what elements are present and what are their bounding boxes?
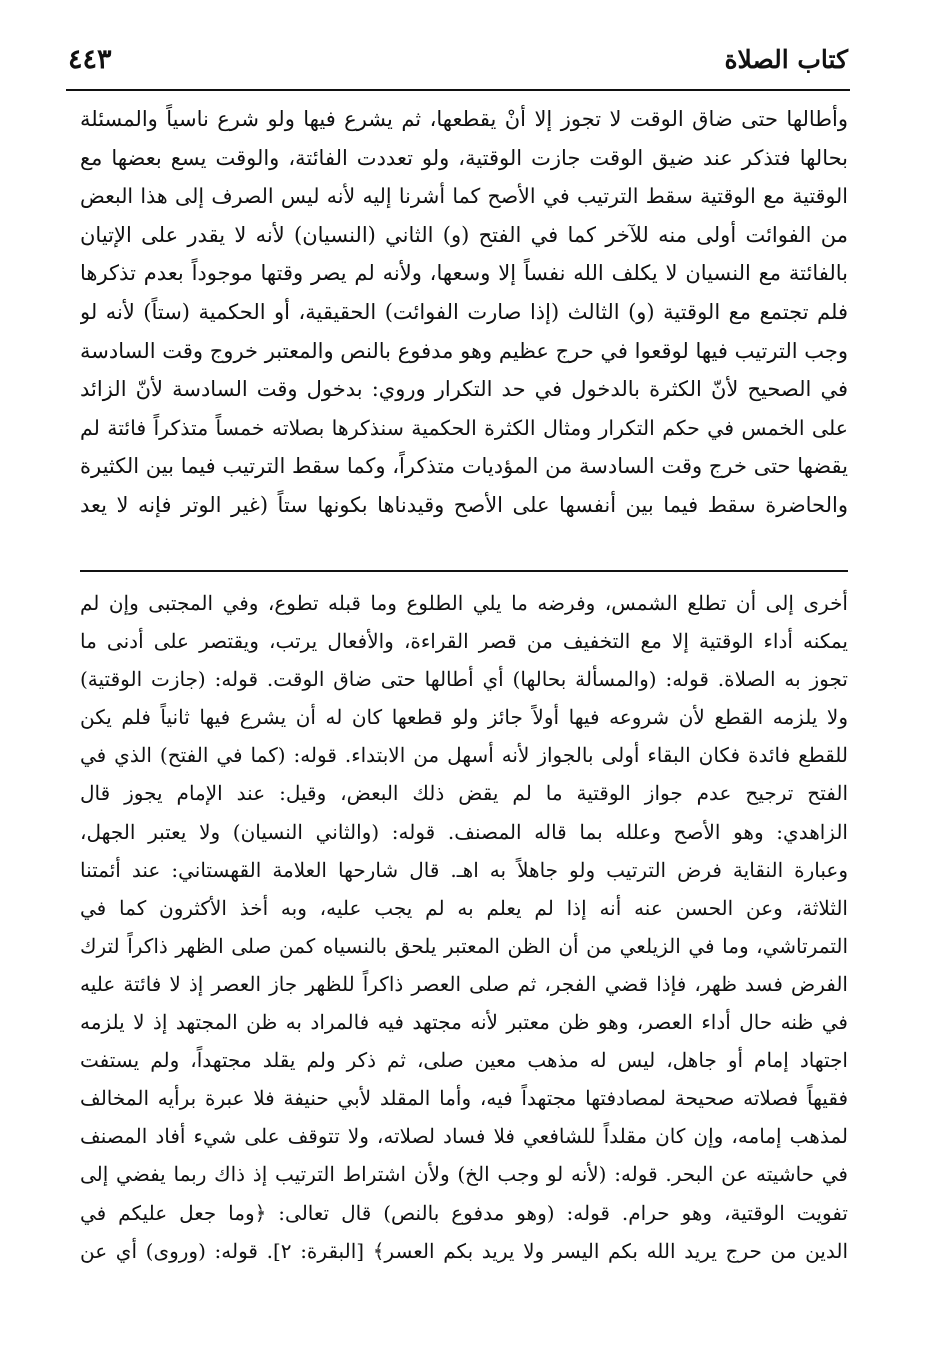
commentary-line: ولا يلزمه القطع لأن شروعه فيها أولاً جائز ولو قطعها كان له أن يشرع فيها ثانياً فلم يكن — [80, 705, 848, 730]
commentary-line: أخرى إلى أن تطلع الشمس، وفرضه ما يلي الطلوع وما قبله تطوع، وفي المجتبى وإن لم — [80, 591, 848, 615]
commentary-line: للقطع فائدة فكان البقاء أولى بالجواز لأنه أسهل من الابتداء. قوله: (كما في الفتح) الذي في — [80, 743, 848, 768]
commentary-line: وعبارة النقاية فرض الترتيب ولو جاهلاً به اهـ. قال شارحها العلامة القهستاني: عند أئمتنا — [80, 857, 848, 882]
commentary-line: تفويت الوقتية، وهو حرام. قوله: (وهو مدفوع بالنص) قال تعالى: ﴿وما جعل عليكم في — [80, 1200, 848, 1225]
main-text-line: بحالها فتذكر عند ضيق الوقت جازت الوقتية، ولو تعددت الفائتة، والوقت يسع بعضها مع — [80, 145, 848, 170]
header-rule — [66, 89, 850, 91]
commentary-line: الفتح ترجيح عدم جواز الوقتية ما لم يقض ذلك البعض، وقيل: عند الإمام يجوز قال — [80, 781, 848, 806]
main-text-line: فلم تجتمع مع الوقتية (و) الثالث (إذا صارت الفوائت) الحقيقية، أو الحكمية (ستاً) لأنه لو — [80, 299, 848, 324]
commentary-line: الدين من حرج يريد الله بكم اليسر ولا يريد بكم العسر﴾ [البقرة: ٢]. قوله: (وروى) أي عن — [80, 1238, 848, 1263]
chapter-title: كتاب الصلاة — [724, 45, 848, 74]
main-text-line: وأطالها حتى ضاق الوقت لا تجوز إلا أنْ يقطعها، ثم يشرع فيها ولو شرع ناسياً والمسئلة — [80, 107, 848, 131]
commentary-line: لمذهب إمامه، وإن كان مقلداً للشافعي فلا فساد لصلاته، ولا تتوقف على شيء أفاد المصنف — [80, 1124, 848, 1149]
commentary-line: في ظنه حال أداء العصر، وهو ظن معتبر لأنه مجتهد فيه فالمراد به ظن المجتهد إذ لا يلزمه — [80, 1010, 848, 1035]
main-text-line: على الخمس في حكم التكرار ومثال الكثرة الحكمية سنذكرها بصلاته خمساً متذكراً فائتة لم — [80, 415, 848, 440]
main-text-block — [80, 100, 848, 525]
main-text-line: والحاضرة سقط فيما بين أنفسها على الأصح وقيدناها بكونها ستاً (غير الوتر فإنه لا يعد — [80, 492, 848, 517]
commentary-line: فقيهاً فصلاته صحيحة لمصادفتها مجتهداً فيه، وأما المقلد لأبي حنيفة فلا عبرة برأيه المخالف — [80, 1086, 848, 1111]
main-text-line: يقضها حتى خرج وقت السادسة من المؤديات متذكراً، وكما سقط الترتيب فيما بين الكثيرة — [80, 454, 848, 479]
section-separator — [80, 570, 848, 572]
page-number: ٤٤٣ — [68, 44, 112, 75]
main-text-line: من الفوائت أولى منه للآخر كما في الفتح (و) الثاني (النسيان) لأنه لا يقدر على الإتيان — [80, 222, 848, 247]
commentary-line: تجوز به الصلاة. قوله: (والمسألة بحالها) أي أطالها حتى ضاق الوقت. قوله: (جازت الوقتية) — [80, 667, 848, 692]
commentary-line: اجتهاد إمام أو جاهل، ليس له مذهب معين صلى، ثم ذكر ولم يقلد مجتهداً، ولم يستفت — [80, 1048, 848, 1073]
main-text-line: الوقتية مع الوقتية سقط الترتيب في الأصح كما أشرنا إليه لأنه ليس الصرف إلى هذا البعض — [80, 184, 848, 209]
commentary-line: الفرض فسد ظهر، فإذا قضي الفجر، ثم صلى العصر ذاكراً للظهر جاز العصر إذ لا فائتة عليه — [80, 971, 848, 996]
commentary-line: التمرتاشي، وما في الزيلعي من أن الظن المعتبر يلحق بالنسياه كمن صلى الظهر ذاكراً لترك — [80, 933, 848, 958]
commentary-line: الثلاثة، وعن الحسن عنه أنه إذا لم يعلم به لم يجب عليه، وبه أخذ الأكثرون كما في — [80, 895, 848, 920]
commentary-line: يمكنه أداء الوقتية إلا مع التخفيف من قصر القراءة، والأفعال يرتب، ويقتصر على أدنى ما — [80, 629, 848, 654]
main-text-line: بالفائتة مع النسيان لا يكلف الله نفساً إلا وسعها، ولأنه لم يصر وقتها موجوداً بعدم تذكرها — [80, 261, 848, 286]
main-text-line: وجب الترتيب فيها لوقعوا في حرج عظيم وهو مدفوع بالنص والمعتبر خروج وقت السادسة — [80, 338, 848, 363]
page-header — [68, 40, 848, 80]
commentary-line: الزاهدي: وهو الأصح وعلله بما قاله المصنف. قوله: (والثاني النسيان) ولا يعتبر الجهل، — [80, 819, 848, 844]
commentary-line: في حاشيته عن البحر. قوله: (لأنه لو وجب الخ) ولأن اشتراط الترتيب إذ ذاك ربما يفضي إلى — [80, 1162, 848, 1187]
commentary-text-block — [80, 584, 848, 1270]
main-text-line: في الصحيح لأنّ الكثرة بالدخول في حد التكرار وروي: بدخول وقت السادسة لأنّ الزائد — [80, 377, 848, 402]
